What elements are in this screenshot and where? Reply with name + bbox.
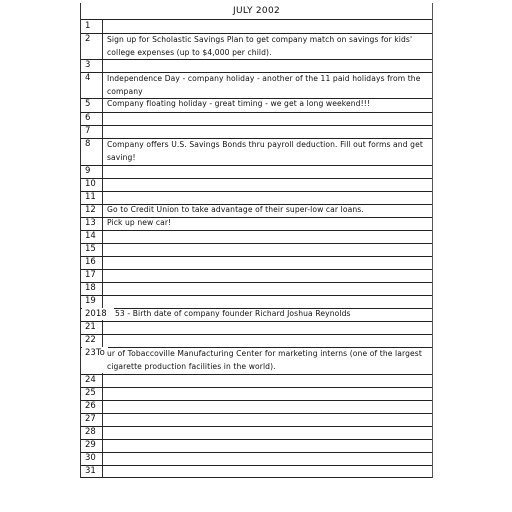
calendar-row [81, 72, 432, 99]
day-number: 2018 [85, 309, 107, 319]
day-number: 19 [85, 296, 96, 306]
calendar-row [81, 243, 432, 257]
day-number: 27 [85, 414, 96, 424]
calendar-row [81, 413, 432, 427]
calendar-row [81, 165, 432, 179]
day-number: 7 [85, 126, 91, 136]
day-number: 4 [85, 73, 91, 83]
calendar-row [81, 112, 432, 126]
calendar-row [81, 295, 432, 309]
calendar-row [81, 256, 432, 270]
day-entry: Pick up new car! [107, 218, 172, 227]
day-number: 2 [85, 34, 91, 44]
calendar-row [81, 33, 432, 60]
calendar-row [81, 217, 432, 231]
day-entry: Independence Day - company holiday - another of the 11 paid holidays from the company [107, 74, 421, 96]
day-number: 9 [85, 166, 91, 176]
day-number: 17 [85, 270, 96, 280]
calendar-row [81, 439, 432, 453]
day-number: 8 [85, 139, 91, 149]
calendar-row [81, 191, 432, 205]
day-entry: Company offers U.S. Savings Bonds thru payroll deduction. Fill out forms and get saving! [107, 140, 423, 162]
day-number: 1 [85, 21, 91, 31]
day-entry: Go to Credit Union to take advantage of their super-low car loans. [107, 205, 364, 214]
day-entry: ur of Tobaccoville Manufacturing Center for marketing interns (one of the largest cigarette production facilities in the world). [107, 349, 422, 371]
day-number: 23To [85, 348, 105, 358]
day-entry: Company floating holiday - great timing - we get a long weekend!!! [107, 99, 371, 108]
day-number: 22 [85, 335, 96, 345]
day-number: 26 [85, 401, 96, 411]
day-number: 16 [85, 257, 96, 267]
calendar-row [81, 374, 432, 388]
calendar-sheet [80, 3, 433, 478]
calendar-row [81, 347, 432, 375]
day-number: 31 [85, 466, 96, 476]
calendar-title: JULY 2002 [232, 6, 281, 16]
day-entry: Sign up for Scholastic Savings Plan to get company match on savings for kids' college expenses (up to $4,000 per child). [107, 35, 413, 57]
day-number: 29 [85, 440, 96, 450]
calendar-row [81, 138, 432, 166]
day-number: 21 [85, 322, 96, 332]
day-number: 10 [85, 179, 96, 189]
day-number: 3 [85, 60, 91, 70]
calendar-row [81, 452, 432, 466]
day-number: 24 [85, 375, 96, 385]
day-number: 6 [85, 113, 91, 123]
calendar-row [81, 282, 432, 296]
day-number: 28 [85, 427, 96, 437]
calendar-row [81, 98, 432, 113]
calendar-row [81, 308, 432, 322]
day-number: 15 [85, 244, 96, 254]
day-number: 5 [85, 99, 91, 109]
day-number: 12 [85, 205, 96, 215]
calendar-row [81, 321, 432, 335]
calendar-row [81, 269, 432, 283]
calendar-row [81, 178, 432, 192]
calendar-row [81, 465, 432, 478]
calendar-row [81, 59, 432, 73]
calendar-row [81, 334, 432, 348]
day-number: 25 [85, 388, 96, 398]
calendar-row [81, 230, 432, 244]
calendar-row [81, 400, 432, 414]
calendar-row [81, 125, 432, 139]
day-number: 13 [85, 218, 96, 228]
calendar-row [81, 204, 432, 218]
day-number: 30 [85, 453, 96, 463]
calendar-row [81, 20, 432, 34]
calendar-row [81, 426, 432, 440]
day-entry: 53 - Birth date of company founder Richard Joshua Reynolds [115, 309, 351, 318]
day-number: 18 [85, 283, 96, 293]
day-number: 14 [85, 231, 96, 241]
calendar-row [81, 387, 432, 401]
day-number: 11 [85, 192, 96, 202]
